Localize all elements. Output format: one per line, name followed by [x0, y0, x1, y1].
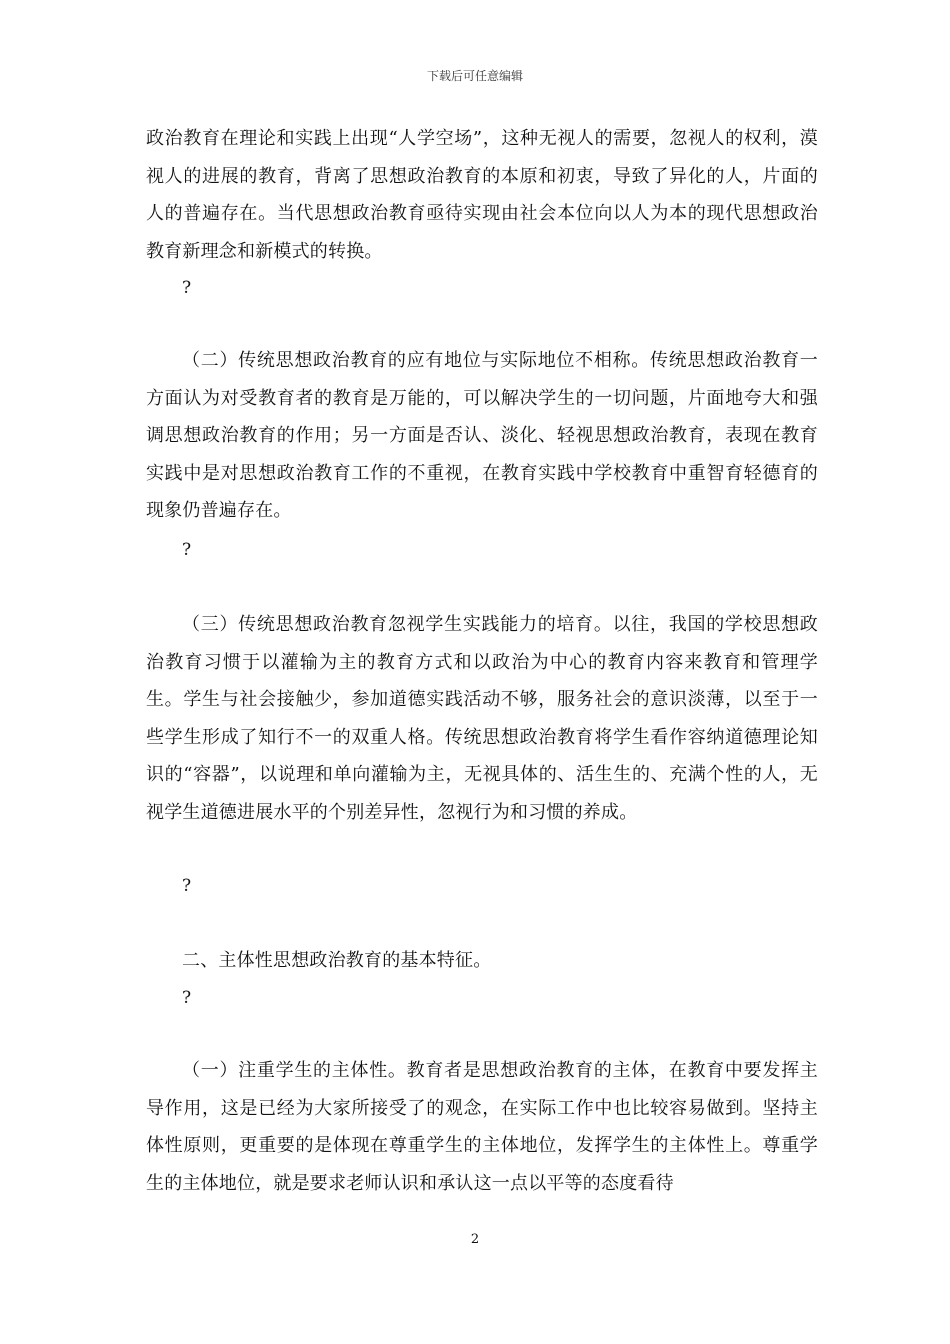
- paragraph-4: [146, 1052, 818, 1202]
- paragraph-2: [146, 342, 818, 530]
- heading-text: 二、主体性思想政治教育的基本特征。: [182, 950, 492, 971]
- paragraph-3: [146, 606, 818, 831]
- separator-mark: ?: [182, 540, 192, 560]
- section-heading: [146, 942, 818, 980]
- separator-mark: ?: [182, 988, 192, 1008]
- separator-mark: ?: [182, 278, 192, 298]
- separator-mark: ?: [182, 876, 192, 896]
- paragraph-1: [146, 120, 818, 270]
- page-number: 2: [470, 1232, 480, 1247]
- paragraph-text: 政治教育在理论和实践上出现“人学空场”，这种无视人的需要，忽视人的权利，漠视人的进展的教育，背离了思想政治教育的本原和初衷，导致了异化的人，片面的人的普遍存在。当代思想政治教育亟待实现由社会本位向以人为本的现代思想政治教育新理念和新模式的转换。: [146, 128, 818, 262]
- paragraph-text: （三）传统思想政治教育忽视学生实践能力的培育。以往，我国的学校思想政治教育习惯于以灌输为主的教育方式和以政治为中心的教育内容来教育和管理学生。学生与社会接触少，参加道德实践活动不够，服务社会的意识淡薄，以至于一些学生形成了知行不一的双重人格。传统思想政治教育将学生看作容纳道德理论知识的“容器”，以说理和单向灌输为主，无视具体的、活生生的、充满个性的人，无视学生道德进展水平的个别差异性，忽视行为和习惯的养成。: [146, 614, 818, 823]
- paragraph-text: （二）传统思想政治教育的应有地位与实际地位不相称。传统思想政治教育一方面认为对受教育者的教育是万能的，可以解决学生的一切问题，片面地夸大和强调思想政治教育的作用；另一方面是否认、淡化、轻视思想政治教育，表现在教育实践中是对思想政治教育工作的不重视，在教育实践中学校教育中重智育轻德育的现象仍普遍存在。: [146, 350, 818, 521]
- page-header: 下载后可任意编辑: [426, 69, 523, 83]
- paragraph-text: （一）注重学生的主体性。教育者是思想政治教育的主体，在教育中要发挥主导作用，这是已经为大家所接受了的观念，在实际工作中也比较容易做到。坚持主体性原则，更重要的是体现在尊重学生的主体地位，发挥学生的主体性上。尊重学生的主体地位，就是要求老师认识和承认这一点以平等的态度看待: [146, 1060, 818, 1194]
